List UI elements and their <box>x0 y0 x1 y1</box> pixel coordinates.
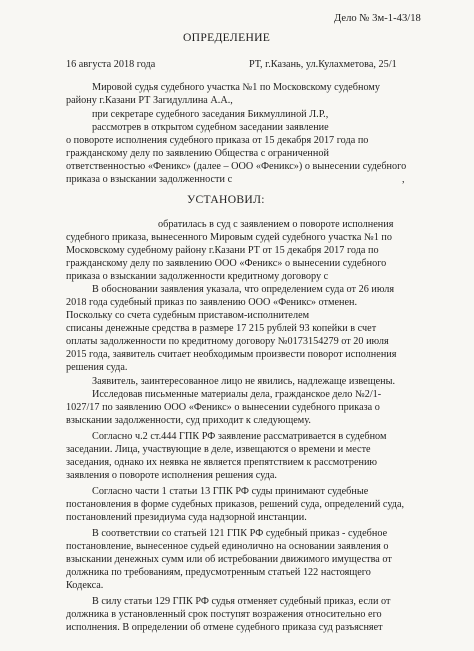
body-line: приказа о взыскании задолженности кредитному договору с <box>66 271 329 282</box>
body-line: постановления в форме судебных приказов, решений суда, определений суда, <box>66 499 405 510</box>
body-line: В силу статьи 129 ГПК РФ судья отменяет судебный приказ, если от <box>92 596 391 607</box>
body-line: 2018 года судебный приказ по заявлению ООО «Феникс» отменен. <box>66 297 358 308</box>
body-line: Московскому судебному району г.Казани РТ от 15 декабря 2017 года по <box>66 245 379 256</box>
body-line: Исследовав письменные материалы дела, гражданское дело №2/1- <box>92 389 382 400</box>
body-line: Заявитель, заинтересованное лицо не явились, надлежаще извещены. <box>92 376 396 387</box>
intro-line: приказа о взыскании задолженности с <box>66 174 233 185</box>
body-line: Кодекса. <box>66 580 104 591</box>
body-line: постановлений президиума суда надзорной инстанции. <box>66 512 307 523</box>
body-line: должника в установленный срок поступят возражения относительно его <box>66 609 382 620</box>
body-line: 2015 года, заявитель считает необходимым произвести поворот исполнения <box>66 349 397 360</box>
section-title: УСТАНОВИЛ: <box>187 193 265 206</box>
body-line: исполнения. В определении об отмене судебного приказа суд разъясняет <box>66 622 383 633</box>
body-line: Согласно части 1 статьи 13 ГПК РФ суды принимают судебные <box>92 486 369 497</box>
body-line: решения суда. <box>66 362 128 373</box>
body-line: В обосновании заявления указала, что определением суда от 26 июля <box>92 284 395 295</box>
body-line: Согласно ч.2 ст.444 ГПК РФ заявление рассматривается в судебном <box>92 431 387 442</box>
body-line: оплаты задолженности по кредитному договору №0173154279 от 20 июля <box>66 336 389 347</box>
intro-line: рассмотрев в открытом судебном заседании заявление <box>92 122 329 133</box>
body-line: заявления о повороте исполнения решения суда. <box>66 470 277 481</box>
body-line: взыскании задолженности, суд приходит к следующему. <box>66 415 311 426</box>
intro-trailing-comma: , <box>402 174 405 185</box>
body-line: списаны денежные средства в размере 17 215 рублей 93 копейки в счет <box>66 323 377 334</box>
body-line: 1027/17 по заявлению ООО «Феникс» о вынесении судебного приказа о <box>66 402 380 413</box>
body-line: гражданскому делу по заявлению ООО «Феникс» о вынесении судебного <box>66 258 387 269</box>
body-line: заседании. Лица, участвующие в деле, извещаются о времени и месте <box>66 444 371 455</box>
intro-line: при секретаре судебного заседания Бикмуллиной Л.Р., <box>92 109 329 120</box>
case-number: Дело № 3м-1-43/18 <box>334 13 421 24</box>
intro-line: гражданскому делу по заявлению Общества с ограниченной <box>66 148 329 159</box>
body-line: постановление, вынесенное судьей единолично на основании заявления о <box>66 541 389 552</box>
intro-line: Мировой судья судебного участка №1 по Московскому судебному <box>92 82 380 93</box>
body-line: должника по требованиям, предусмотренным статьей 122 настоящего <box>66 567 371 578</box>
ruling-place: РТ, г.Казань, ул.Кулахметова, 25/1 <box>249 59 397 70</box>
ruling-date: 16 августа 2018 года <box>66 59 156 70</box>
body-line: обратилась в суд с заявлением о повороте исполнения <box>158 219 394 230</box>
intro-line: о повороте исполнения судебного приказа от 15 декабря 2017 года по <box>66 135 369 146</box>
intro-line: району г.Казани РТ Загидуллина А.А., <box>66 95 233 106</box>
body-line: Поскольку со счета судебным приставом-исполнителем <box>66 310 310 321</box>
body-line: судебного приказа, вынесенного Мировым судей судебного участка №1 по <box>66 232 392 243</box>
body-line: заседания, однако их неявка не является препятствием к рассмотрению <box>66 457 378 468</box>
body-line: В соответствии со статьей 121 ГПК РФ судебный приказ - судебное <box>92 528 388 539</box>
document-title: ОПРЕДЕЛЕНИЕ <box>183 31 271 44</box>
body-line: взыскании денежных сумм или об истребовании движимого имущества от <box>66 554 392 565</box>
intro-line: ответственностью «Феникс» (далее – ООО «Феникс») о вынесении судебного <box>66 161 407 172</box>
